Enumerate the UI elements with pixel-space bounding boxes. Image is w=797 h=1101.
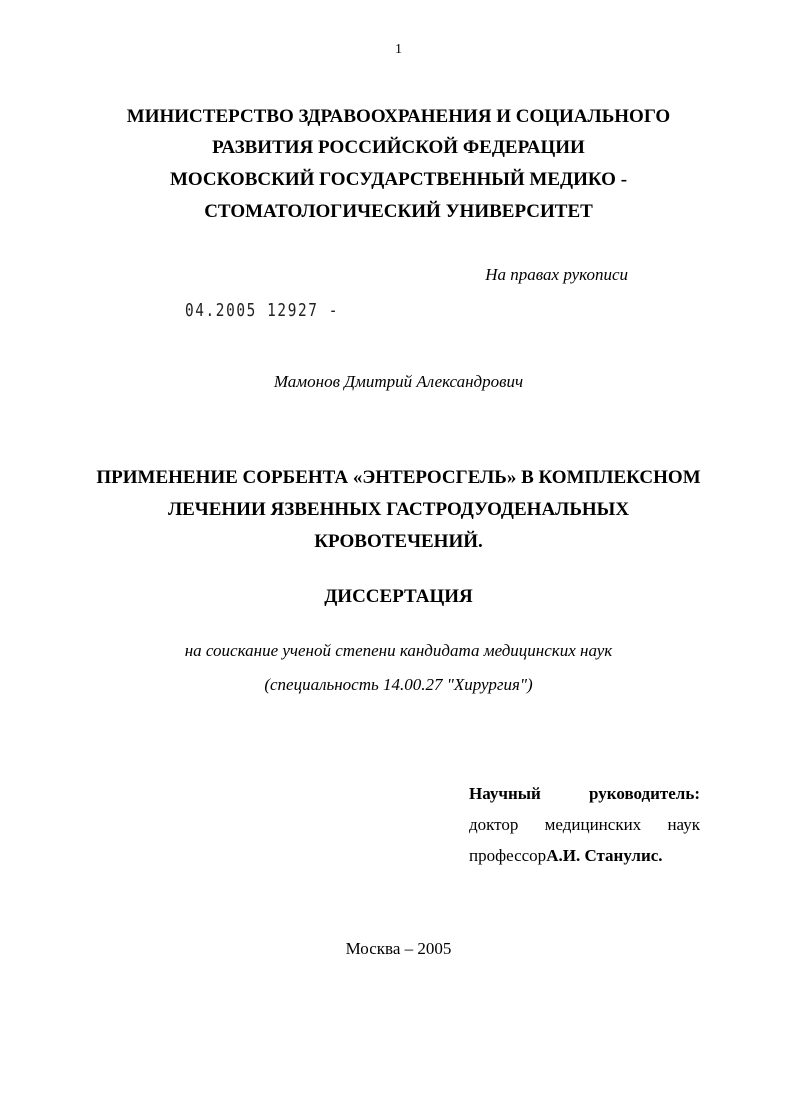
title-line-2: ЛЕЧЕНИИ ЯЗВЕННЫХ ГАСТРОДУОДЕНАЛЬНЫХ: [167, 499, 630, 520]
org-line-1: МИНИСТЕРСТВО ЗДРАВООХРАНЕНИЯ И СОЦИАЛЬНОГО: [126, 106, 671, 127]
supervisor-label: Научный руководитель:: [469, 784, 700, 803]
city-year: Москва – 2005: [345, 939, 452, 958]
page-number: 1: [395, 42, 402, 57]
supervisor-name: А.И. Станулис.: [546, 846, 663, 865]
org-line-3: МОСКОВСКИЙ ГОСУДАРСТВЕННЫЙ МЕДИКО -: [169, 169, 628, 190]
degree-line-2: (специальность 14.00.27 "Хирургия"): [264, 675, 533, 694]
org-line-2: РАЗВИТИЯ РОССИЙСКОЙ ФЕДЕРАЦИИ: [212, 137, 585, 158]
title-line-3: КРОВОТЕЧЕНИЙ.: [314, 531, 483, 552]
supervisor-rank: профессор: [469, 846, 547, 865]
supervisor-name-line: [469, 846, 663, 866]
author-name: Мамонов Дмитрий Александрович: [273, 372, 524, 391]
supervisor-degree: доктор медицинских наук: [469, 815, 700, 834]
title-line-1: ПРИМЕНЕНИЕ СОРБЕНТА «ЭНТЕРОСГЕЛЬ» В КОМПЛЕКСНОМ: [96, 467, 701, 488]
manuscript-note: На правах рукописи: [485, 265, 628, 284]
org-line-4: СТОМАТОЛОГИЧЕСКИЙ УНИВЕРСИТЕТ: [204, 201, 593, 222]
stamp-number: 04.2005 12927 -: [185, 300, 340, 321]
document-type: ДИССЕРТАЦИЯ: [324, 586, 473, 607]
degree-line-1: на соискание ученой степени кандидата медицинских наук: [184, 641, 613, 660]
